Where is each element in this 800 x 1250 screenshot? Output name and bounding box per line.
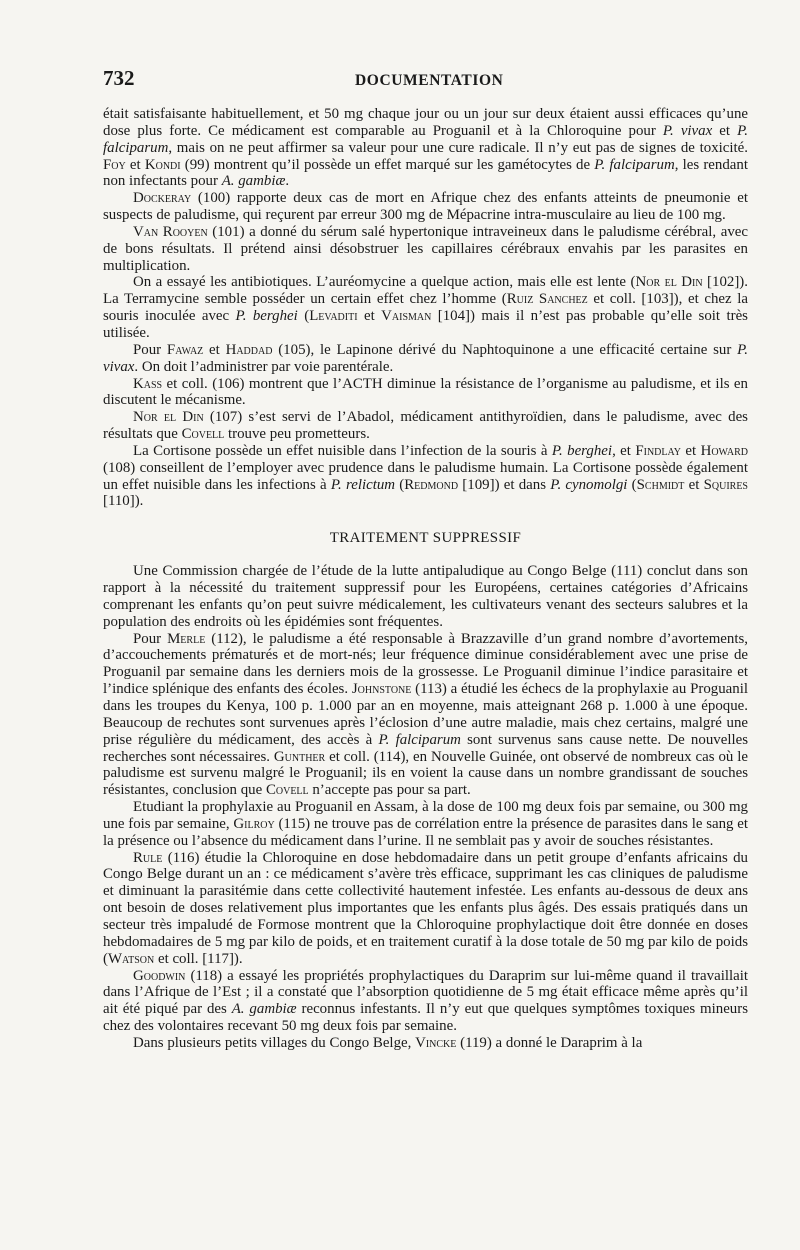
author-name: Nor el Din [635, 274, 703, 291]
text-run: (101) a donné du sérum salé hypertonique intraveineux dans le paludisme cérébral, avec de bons résultats. Il prétend ainsi désobstruer les capillaires cérébraux envahis par les parasites en multiplication. [103, 223, 748, 274]
page-number: 732 [103, 66, 135, 90]
text-run: , et [612, 442, 636, 459]
text-run: La Cortisone possède un effet nuisible dans l’infection de la souris à [133, 442, 552, 459]
author-name: Levaditi [309, 308, 358, 325]
species-name: P. falciparum [378, 731, 461, 748]
text-run: et [681, 442, 701, 459]
author-name: Rule [133, 849, 163, 866]
running-title: DOCUMENTATION [355, 72, 504, 89]
text-run: , les rendant non infectants pour [103, 156, 748, 190]
text-run: et coll. (106) montrent que l’ACTH diminue la résistance de l’organisme au paludisme, et ils en discutent le mécanisme. [103, 375, 748, 409]
author-name: Squires [703, 476, 748, 493]
author-name: Haddad [225, 341, 273, 358]
text-run: (115) ne trouve pas de corrélation entre la présence de parasites dans le sang et la présence ou l’absence du médicament dans l’urine. Il ne semblait pas y avoir de souches résistantes. [103, 815, 748, 849]
text-run: On a essayé les antibiotiques. L’auréomycine a quelque action, mais elle est lente ( [133, 274, 636, 291]
paragraph [103, 342, 748, 376]
text-run: [102]). La Terramycine semble posséder un certain effet chez l’homme ( [103, 274, 748, 308]
paragraph [103, 106, 748, 190]
text-run: (100) rapporte deux cas de mort en Afrique chez des enfants atteints de pneumonie et suspects de paludisme, qui reçurent par erreur 300 mg de Mépacrine intra-musculaire au lieu de 100 mg. [103, 190, 748, 224]
author-name: Nor el Din [133, 409, 204, 426]
text-run: ( [297, 308, 310, 325]
author-name: Merle [167, 630, 206, 647]
species-name: P. berghei [235, 308, 298, 325]
author-name: Findlay [635, 442, 682, 459]
body-text-after [103, 563, 748, 1051]
author-name: Gilroy [233, 815, 275, 832]
species-name: P. vivax [662, 122, 713, 139]
paragraph [103, 968, 748, 1035]
text-run: Pour [133, 341, 167, 358]
species-name: P. relictum [330, 476, 396, 493]
paragraph [103, 631, 748, 799]
text-run: et [203, 341, 226, 358]
author-name: Kondi [144, 156, 181, 173]
text-run: (112), le paludisme a été responsable à Brazzaville d’un grand nombre d’avortements, d’accouchements prématurés et de mort-nés; leur fréquence diminue considérablement avec une prise de Proguanil par semaine dans les derniers mois de la grossesse. Le Proguanil diminue l’indice parasitaire et l’indice splénique des enfants des écoles. [103, 630, 748, 698]
text-run: et [712, 122, 738, 139]
author-name: Schmidt [636, 476, 685, 493]
text-run: Pour [133, 630, 168, 647]
author-name: Watson [107, 950, 155, 967]
section-heading: TRAITEMENT SUPPRESSIF [329, 530, 522, 547]
author-name: Johnstone [351, 681, 412, 698]
text-run: . [285, 173, 290, 190]
text-run: , mais on ne peut affirmer sa valeur pour une cure radicale. Il n’y eut pas de signes de toxicité. [168, 139, 748, 156]
text-run: (118) a essayé les propriétés prophylactiques du Daraprim sur lui-même quand il travaillait dans l’Afrique de l’Est ; il a constaté que l’absorption quotidienne de 5 mg était efficace même après qu’il ait été piqué par des [103, 967, 748, 1018]
species-name: P. falciparum [103, 122, 749, 156]
text-run: et [357, 308, 382, 325]
text-run: n’accepte pas pour sa part. [308, 782, 471, 799]
author-name: Goodwin [133, 967, 186, 984]
text-run: [104]) mais il n’est pas probable qu’elle soit très utilisée. [103, 308, 748, 341]
text-run: [109]) et dans [458, 476, 551, 493]
author-name: Ruiz Sanchez [506, 291, 588, 308]
text-run: était satisfaisante habituellement, et 50 mg chaque jour ou un jour sur deux étaient aussi efficaces qu’une dose plus forte. Ce médicament est comparable au Proguanil et à la Chloroquine pour [103, 106, 748, 139]
author-name: Vincke [415, 1034, 457, 1051]
text-run: . On doit l’administrer par voie parentérale. [134, 358, 394, 375]
paragraph [103, 376, 748, 410]
author-name: Fawaz [166, 341, 204, 358]
paragraph [103, 224, 748, 275]
paragraph [103, 799, 748, 850]
text-run: (105), le Lapinone dérivé du Naphtoquinone a une efficacité certaine sur [272, 341, 738, 358]
author-name: Covell [181, 426, 225, 443]
paragraph [103, 1035, 748, 1052]
text-run: ( [627, 476, 637, 493]
paragraph [103, 443, 748, 510]
text-run: et coll. [117]). [154, 950, 243, 967]
text-run: (116) étudie la Chloroquine en dose hebdomadaire dans un petit groupe d’enfants africains du Congo Belge durant un an : ce médicament s’avère très efficace, supprimant les cas cliniques de paludisme et diminuant la parasitémie dans cette collectivité hautement infestée. Les enfants au-dessous de deux ans ont besoin de doses relativement plus importantes que les enfants plus âgés. Des essais pratiqués dans un secteur très impaludé de Formose montrent que la Chloroquine prophylactique doit être donnée en doses hebdomadaires de 5 mg par kilo de poids, et en traitement curatif à la dose totale de 50 mg par kilo de poids ( [103, 849, 748, 967]
species-name: P. cynomolgi [550, 476, 628, 493]
text-run: Dans plusieurs petits villages du Congo Belge, [133, 1034, 416, 1051]
author-name: Redmond [404, 476, 459, 493]
text-run: et [684, 476, 704, 493]
species-name: A. gambiæ [231, 1001, 297, 1018]
running-header [103, 66, 748, 100]
body-text-before [103, 106, 748, 510]
paragraph [103, 850, 748, 968]
author-name: Dockeray [133, 190, 192, 207]
text-run: (107) s’est servi de l’Abadol, médicament antithyroïdien, dans le paludisme, avec des résultats que [103, 409, 748, 443]
text-run: et coll. (114), en Nouvelle Guinée, ont observé de nombreux cas où le paludisme est survenu malgré le Proguanil; ils en voient la cause dans un nombre grandissant de souches résistantes, conclusion que [103, 748, 748, 799]
author-name: Foy [103, 156, 126, 173]
species-name: A. gambiæ [221, 173, 286, 190]
paragraph [103, 563, 748, 630]
text-run: Une Commission chargée de l’étude de la lutte antipaludique au Congo Belge (111) conclut dans son rapport à la nécessité du traitement suppressif pour les Européens, certaines catégories d’Africains comprenant les enfants qu’on peut suivre médicalement, les cultivateurs venant des secteurs salubres et la population des endroits où les épidémies sont fréquentes. [103, 563, 748, 630]
text-run: reconnus infestants. Il n’y eut que quelques symptômes toxiques mineurs chez des volontaires recevant 50 mg deux fois par semaine. [103, 1001, 749, 1035]
text-run: ( [395, 476, 405, 493]
paragraph [103, 274, 748, 341]
text-run: (99) montrent qu’il possède un effet marqué sur les gamétocytes de [180, 156, 595, 173]
text-run: [110]). [103, 493, 144, 510]
paragraph [103, 190, 748, 224]
author-name: Covell [265, 782, 309, 799]
author-name: Van Rooyen [133, 223, 208, 240]
author-name: Gunther [273, 748, 326, 765]
species-name: P. vivax [103, 341, 748, 375]
species-name: P. falciparum [594, 156, 675, 173]
text-run: sont survenus sans cause nette. De nouvelles recherches sont nécessaires. [103, 731, 749, 765]
text-run: (113) a étudié les échecs de la prophylaxie au Proguanil dans les troupes du Kenya, 100 p. 1.000 par an en moyenne, mais atteignant 268 p. 1.000 à une époque. Beaucoup de rechutes sont survenues après l’éclosion d’une autre maladie, mais chez certains, malgré une prise régulière du médicament, des accès à [103, 681, 748, 748]
text-run: (119) a donné le Daraprim à la [456, 1034, 643, 1051]
text-run: trouve peu prometteurs. [224, 426, 370, 443]
author-name: Vaisman [381, 308, 432, 325]
text-run: et coll. [103]), et chez la souris inoculée avec [103, 291, 748, 325]
text-run: (108) conseillent de l’employer avec prudence dans le paludisme humain. La Cortisone possède également un effet nuisible dans les infections à [103, 459, 748, 493]
author-name: Kass [133, 375, 163, 392]
text-run: Etudiant la prophylaxie au Proguanil en Assam, à la dose de 100 mg deux fois par semaine, ou 300 mg une fois par semaine, [103, 799, 748, 832]
paragraph [103, 409, 748, 443]
author-name: Howard [700, 442, 748, 459]
species-name: P. berghei [551, 442, 613, 459]
text-run: et [125, 156, 145, 173]
